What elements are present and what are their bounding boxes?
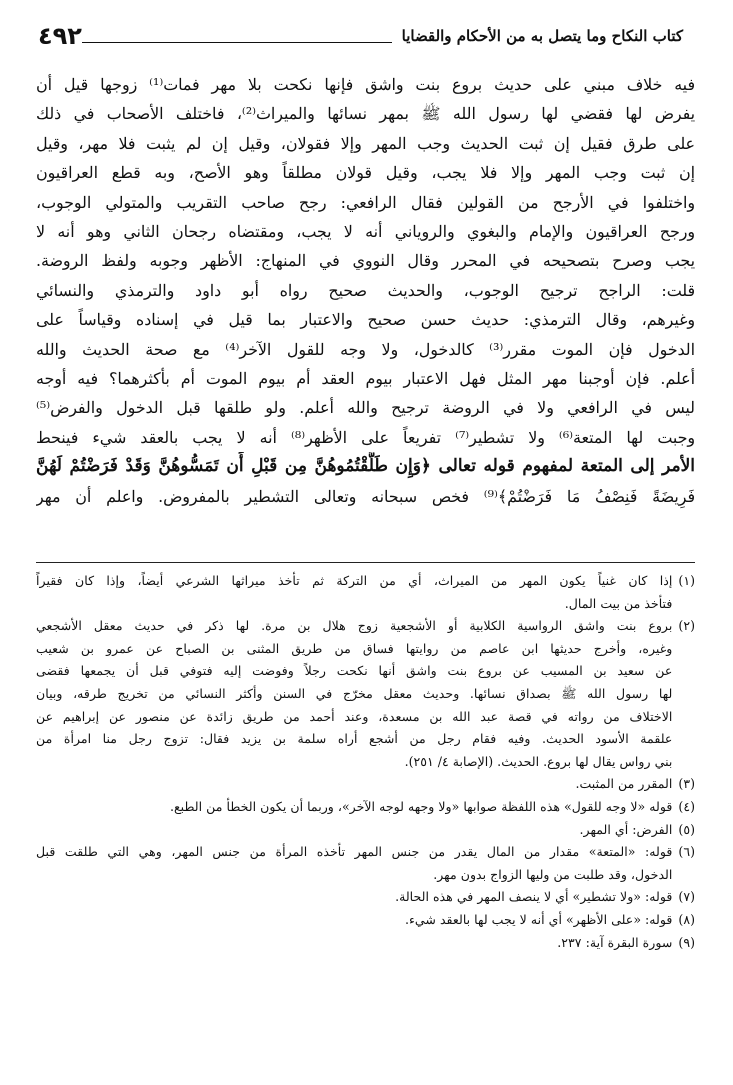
footnote-body [36,932,672,955]
footnote-line: فتأخذ من بيت المال. [564,595,673,611]
footnote [36,615,695,773]
footnote-line: الدخول، وقد طلبت من وليها الزواج بدون مهر. [433,866,673,882]
footnote [36,909,695,932]
footnote-line: عن سعيد بن المسيب عن بروع بنت واشق أنها نكحت رجلاً وفوضت إليه فتوفي قبل أن يجمعها فقضى [36,663,673,679]
footnote-line: قوله: «على الأظهر» أي أنه لا يجب لها بالعقد شيء. [404,911,673,927]
footnote [36,841,695,886]
footnote-body [36,615,672,773]
footnote-line: سورة البقرة آية: ٢٣٧. [557,934,673,950]
main-line: وغيرهم، وقال الترمذي: حديث حسن صحيح والاعتبار بما قيل في إسناده وقياساً على [36,310,695,330]
footnote-body [36,886,672,909]
main-line: يفرض لها فقضي لها رسول الله ﷺ بمهر نسائها والميراث⁽²⁾، فاختلف الأصحاب في ذلك [36,104,695,124]
footnote-number: (١) [678,573,695,588]
footnote [36,886,695,909]
main-line: على طرق فقيل إن ثبت الحديث وجب المهر وإلا فقولان، وقيل إن لم يثبت فلا مهر، وقيل [36,133,695,153]
footnote-line: قوله «لا وجه للقول» هذه اللفظة صوابها «ولا وجهه لوجه الآخر»، وربما أن يكون الخطأ من الطبع. [169,798,673,814]
running-title: كتاب النكاح وما يتصل به من الأحكام والقضايا [401,27,683,45]
page-header [38,18,695,54]
footnote-number: (٧) [678,889,695,905]
footnote-line: علقمة الأسود الحديث. وفيه فقام رجل من أشجع أراه سلمة بن يزيد فقال: تزوج رجل منا امرأة من [36,731,673,747]
footnote-body [36,773,672,796]
footnote-number: (٤) [678,798,695,814]
main-text [36,70,695,511]
main-line: قلت: الراجح ترجيح الوجوب، والحديث صحيح رواه أبو داود والترمذي والنسائي [36,280,695,300]
footnote-body [36,796,672,819]
main-line-quran: الأمر إلى المتعة لمفهوم قوله تعالى ﴿وَإِن طَلَّقْتُمُوهُنَّ مِن قَبْلِ أَن تَمَسُّوهُنَّ وَقَدْ فَرَضْتُمْ لَهُنَّ [36,456,695,477]
footnote-body [36,909,672,932]
footnote-line: لها رسول الله ﷺ بصداق نسائها. وحديث معقل مخرّج في السنن وأكثر النسائي من تخريج طرقه، وبيان [36,685,673,701]
main-line: فَرِيضَةً فَنِصْفُ مَا فَرَضْتُمْ﴾⁽⁹⁾ فخص سبحانه وتعالى التشطير بالمفروض. واعلم أن مهر [36,486,695,506]
main-line: واختلفوا في الأرجح من القولين فقال الرافعي: رجح صاحب التقريب والمتولي الوجوب، [36,192,695,212]
footnote-body [36,841,672,886]
main-line: وجبت لها المتعة⁽⁶⁾ ولا تشطير⁽⁷⁾ تفريعاً على الأظهر⁽⁸⁾ أنه لا يجب بالعقد شيء فينحط [36,427,695,447]
footnote-divider [36,562,695,563]
main-line: ورجح العراقيون والإمام والبغوي والروياني أنه لا يجب، ومقتضاه رجحان الثاني وهو أنه لا [36,222,695,242]
footnotes [36,570,695,954]
footnote-number: (٩) [678,934,695,950]
header-rule [82,42,392,43]
footnote-body [36,819,672,842]
footnote [36,570,695,615]
footnote-number: (٣) [678,776,695,792]
footnote-line: بروع بنت واشق الرواسية الكلابية أو الأشجعية زوج هلال بن مرة. لها ذكر في حديث معقل الأشجعي [36,618,673,634]
main-line: أعلم. فإن أوجبنا مهر المثل فهل الاعتبار بيوم العقد أم بيوم الموت أم بأكثرهما؟ فيه أوجه [36,369,695,389]
footnote-line: وغيره، وأخرج حديثها ابن عاصم من روايتها فساق من طريق المثنى بن الصباح عن عمرو بن شعيب [36,640,673,656]
footnote-line: الفرض: أي المهر. [579,821,673,837]
footnote-line: بني رواس يقال لها بروع. الحديث. (الإصابة ٤/ ٢٥١). [404,753,673,769]
footnote-number: (٢) [678,618,695,634]
footnote [36,819,695,842]
page-number: ٤٩٢ [38,22,82,50]
main-line: الدخول فإن الموت مقرر⁽³⁾ كالدخول، ولا وجه للقول الآخر⁽⁴⁾ مع صحة الحديث والله [36,339,695,359]
footnote [36,932,695,955]
main-line: يجب وصرح بتصحيحه في المحرر وقال النووي في المنهاج: الأظهر وجوبه ولفظ الروضة. [36,251,695,271]
footnote [36,773,695,796]
footnote-line: إذا كان غنياً يكون المهر من الميراث، أي من التركة ثم تأخذ ميراثها الشرعي أيضاً، وإذا كان فقيراً [36,573,673,588]
footnote [36,796,695,819]
footnote-line: قوله: «المتعة» مقدار من المال يقدر من جنس المهر تأخذه المرأة من جنس المهر، وهي التي طلقت قبل [36,844,673,860]
footnote-line: الاختلاف من رواته في قصة عبد الله بن مسعدة، وعند أحمد من طريق زائدة عن منصور عن إبراهيم عن [36,708,673,724]
main-line: فيه خلاف مبني على حديث بروع بنت واشق فإنها نكحت بلا مهر فمات⁽¹⁾ زوجها قيل أن [36,75,695,94]
footnote-body [36,570,672,615]
main-line: إن ثبت وجب المهر وإلا فلا يجب، وقيل قولان مطلقاً وهو الأصح، وبه قطع العراقيون [36,163,695,183]
footnote-line: المقرر من المثبت. [575,776,673,792]
footnote-number: (٥) [678,821,695,837]
footnote-number: (٦) [678,844,695,860]
main-line: ليس في الرافعي ولا في الروضة ترجيح والله أعلم. ولو طلقها قبل الدخول والفرض⁽⁵⁾ [36,398,695,418]
footnote-number: (٨) [678,911,695,927]
running-title-wrap [82,27,683,45]
footnote-line: قوله: «ولا تشطير» أي لا ينصف المهر في هذه الحالة. [395,889,673,905]
